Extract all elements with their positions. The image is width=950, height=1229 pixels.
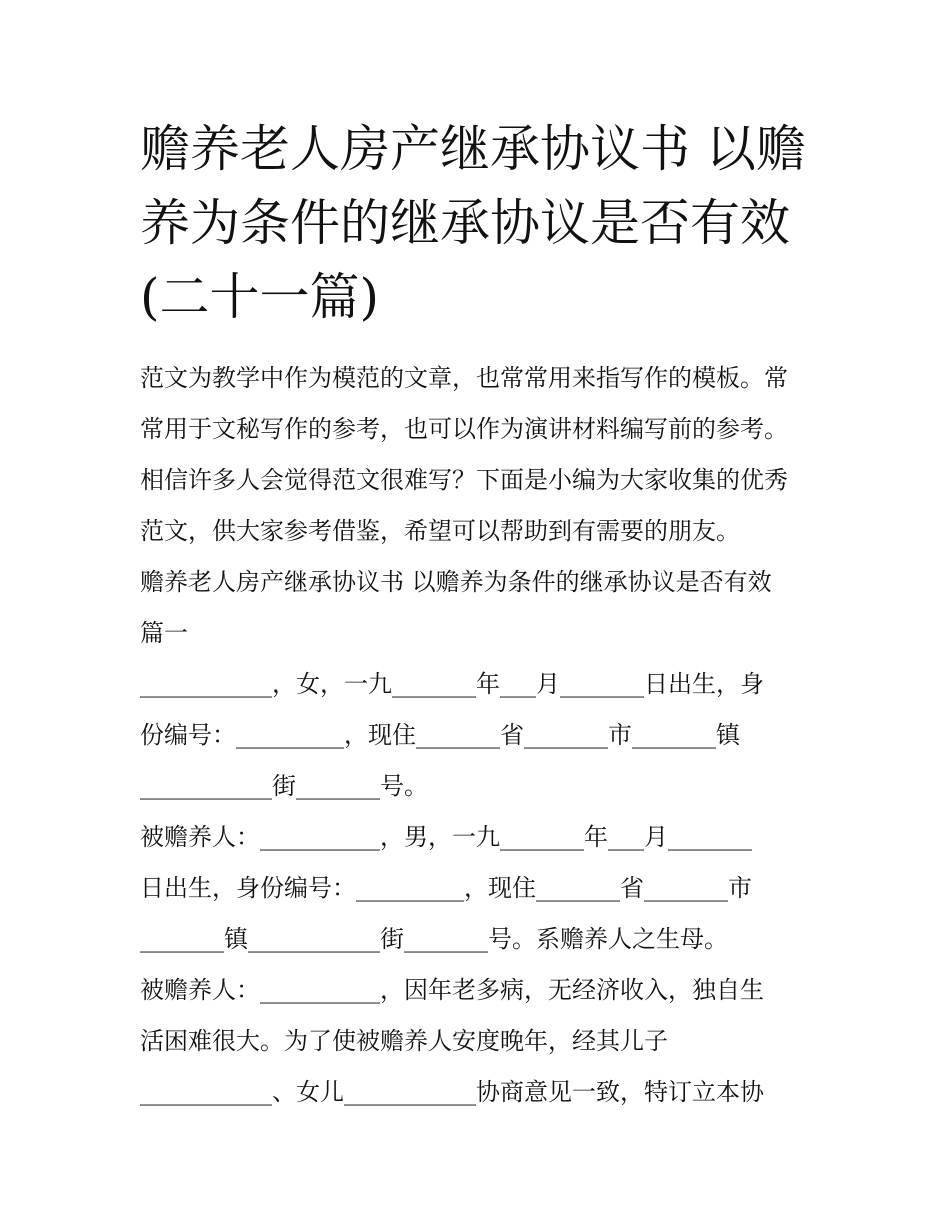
document-body	[140, 353, 830, 1118]
form-line: 被赡养人：__________，男，一九_______年___月_______	[140, 823, 752, 851]
form-line: ___________、女儿___________协商意见一致，特订立本协	[140, 1078, 764, 1106]
form-line: _______镇___________街_______号。系赡养人之生母。	[140, 925, 728, 953]
form-line: ___________街_______号。	[140, 772, 428, 800]
document-title	[140, 112, 830, 334]
form-line: ___________，女，一九_______年___月_______日出生，身	[140, 670, 764, 698]
section-heading-line: 篇一	[140, 619, 188, 647]
form-line: 日出生，身份编号：_________，现住_______省_______市	[140, 874, 752, 902]
title-line: 养为条件的继承协议是否有效	[140, 194, 790, 252]
intro-line: 常用于文秘写作的参考，也可以作为演讲材料编写前的参考。	[140, 415, 788, 443]
section-heading-line: 赡养老人房产继承协议书 以赡养为条件的继承协议是否有效	[140, 568, 772, 596]
intro-line: 范文为教学中作为模范的文章，也常常用来指写作的模板。常	[140, 364, 788, 392]
intro-line: 相信许多人会觉得范文很难写？下面是小编为大家收集的优秀	[140, 466, 788, 494]
form-line: 份编号：_________，现住_______省_______市_______镇	[140, 721, 740, 749]
intro-line: 范文，供大家参考借鉴，希望可以帮助到有需要的朋友。	[140, 517, 740, 545]
title-line: 赡养老人房产继承协议书 以赡	[140, 120, 806, 178]
title-line: (二十一篇)	[140, 268, 380, 326]
form-line: 被赡养人：__________，因年老多病，无经济收入，独自生	[140, 976, 764, 1004]
form-line: 活困难很大。为了使被赡养人安度晚年，经其儿子	[140, 1027, 668, 1055]
